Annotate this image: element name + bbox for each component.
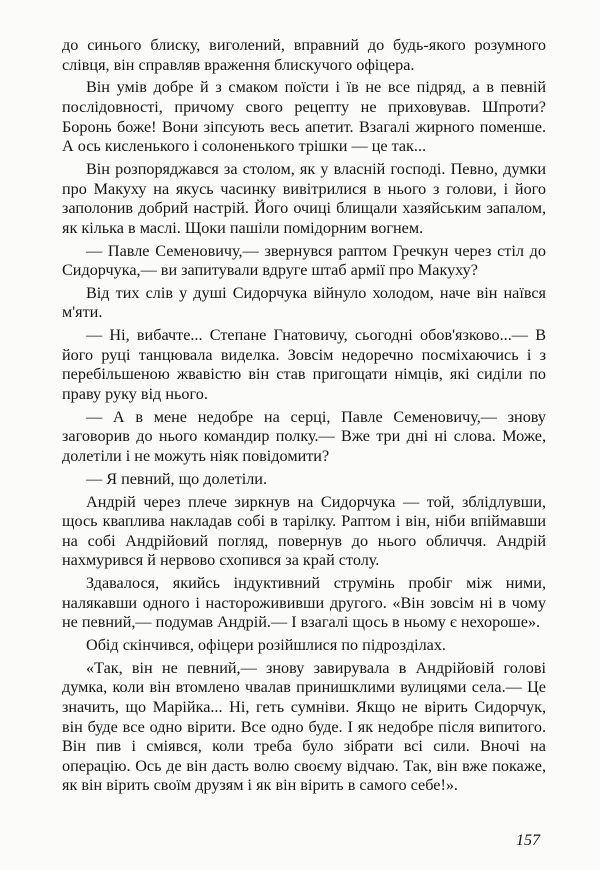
paragraph-8: — Я певний, що долетіли. (86, 469, 267, 488)
paragraph-7: — А в мене недобре на серці, Павле Семеновичу,— знову заговорив до нього командир полку.— Вже три дні ні слова. Може, долетіли і не можуть ніяк повідомити? (62, 407, 546, 465)
paragraph-5: Від тих слів у душі Сидорчука війнуло холодом, наче він наївся м'яти. (62, 283, 546, 322)
paragraph-10: Здавалося, якийсь індуктивний струмінь пробіг між ними, налякавши одного і насторожививши другого. «Він зовсім ні в чому не певний,— подумав Андрій.— І взагалі щось в ньому є нехороше». (62, 574, 546, 632)
paragraph-4: — Павле Семеновичу,— звернувся раптом Гречкун через стіл до Сидорчука,— ви запитували вдруге штаб армії про Макуху? (62, 241, 546, 280)
page-number: 157 (516, 832, 540, 849)
paragraph-11: Обід скінчився, офіцери розійшлися по підрозділах. (86, 636, 446, 655)
paragraph-2: Він умів добре й з смаком поїсти і їв не все підряд, а в певній послідовності, причому свого рецепту не приховував. Шпроти? Боронь боже! Вони зіпсують весь апетит. Взагалі жирного поменше. А ось кисленького і солоненького трішки — це так... (62, 78, 546, 156)
paragraph-6: — Ні, вибачте... Степане Гнатовичу, сьогодні обов'язково...— В його руці танцювала виделка. Зовсім недоречно посміхаючись і з перебільшеною жвавістю він став пригощати німців, які сиділи по праву руку від нього. (62, 326, 546, 404)
paragraph-1: до синього блиску, виголений, вправний до будь-якого розумного слівця, він справляв враження блискучого офіцера. (62, 36, 546, 74)
paragraph-9: Андрій через плече зиркнув на Сидорчука — той, зблідлувши, щось кваплива накладав собі в тарілку. Раптом і він, ніби впіймавши на собі Андрійовий погляд, повернув до нього обличчя. Андрій нахмурився й нервово схопився за край столу. (62, 492, 546, 570)
paragraph-12: «Так, він не певний,— знову завирувала в Андрійовій голові думка, коли він втомлено чвалав принишклими вулицями села.— Це значить, що Марійка... Ні, геть сумніви. Якщо не вірить Сидорчук, він буде все одно вірити. Все одно буде. І як недобре після випитого. Він пив і сміявся, коли треба було зібрати всі сили. Вночі на операцію. Ось де він дасть волю своєму відчаю. Так, він вже покаже, як він вірить своїм друзям і як він вірить в самого себе!». (62, 658, 546, 795)
body-text (62, 36, 546, 799)
paragraph-3: Він розпоряджався за столом, як у власній господі. Певно, думки про Макуху на якусь часинку вивітрилися в нього з голови, і його заполонив добрий настрій. Його очиці блищали хазяйським запалом, як кілька в маслі. Щоки пашіли помідорним вогнем. (62, 159, 546, 237)
